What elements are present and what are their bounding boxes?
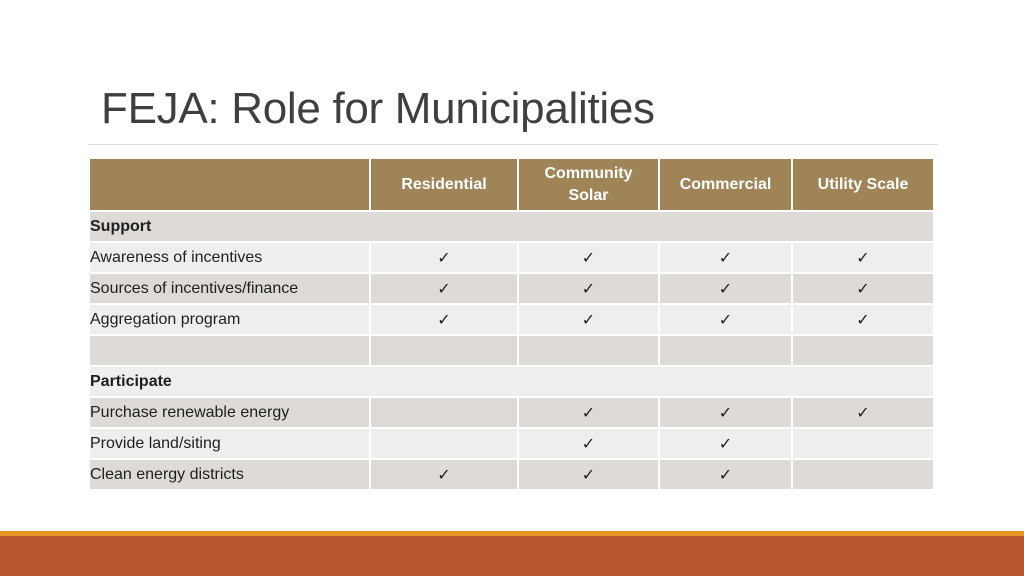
role-table: [88, 157, 935, 491]
check-mark-icon: ✓: [370, 304, 518, 335]
check-mark-icon: ✓: [370, 459, 518, 490]
column-header-utility-scale: Utility Scale: [792, 158, 934, 211]
title-divider: [88, 144, 938, 145]
check-mark-icon: ✓: [370, 242, 518, 273]
table-row: [89, 273, 934, 304]
check-mark-icon: ✓: [518, 304, 659, 335]
column-header-community-solar-text: Community Solar: [544, 164, 633, 204]
check-mark-icon: ✓: [792, 304, 934, 335]
row-label: Sources of incentives/finance: [89, 273, 370, 304]
check-mark-icon: ✓: [659, 397, 792, 428]
check-mark-icon: ✓: [518, 459, 659, 490]
check-mark-icon: ✓: [518, 242, 659, 273]
check-mark-icon: ✓: [370, 273, 518, 304]
check-mark-icon: ✓: [792, 273, 934, 304]
row-label: Provide land/siting: [89, 428, 370, 459]
check-mark-icon: ✓: [659, 242, 792, 273]
row-label: Purchase renewable energy: [89, 397, 370, 428]
column-header-community-solar: [518, 158, 659, 211]
table-row: [89, 304, 934, 335]
check-mark-icon: ✓: [518, 273, 659, 304]
table-header-row: [89, 158, 934, 211]
empty-cell: [792, 335, 934, 366]
column-header-residential: Residential: [370, 158, 518, 211]
section-row: [89, 366, 934, 397]
empty-cell: [518, 335, 659, 366]
row-label: Awareness of incentives: [89, 242, 370, 273]
empty-cell: [370, 428, 518, 459]
empty-cell: [659, 335, 792, 366]
table-row: [89, 397, 934, 428]
section-row: [89, 211, 934, 242]
empty-cell: [89, 335, 370, 366]
check-mark-icon: ✓: [659, 273, 792, 304]
empty-cell: [370, 397, 518, 428]
check-mark-icon: ✓: [518, 397, 659, 428]
check-mark-icon: ✓: [518, 428, 659, 459]
column-header-commercial: Commercial: [659, 158, 792, 211]
section-heading: Participate: [89, 366, 934, 397]
check-mark-icon: ✓: [659, 459, 792, 490]
check-mark-icon: ✓: [792, 397, 934, 428]
check-mark-icon: ✓: [792, 242, 934, 273]
table-row: [89, 459, 934, 490]
section-heading: Support: [89, 211, 934, 242]
check-mark-icon: ✓: [659, 304, 792, 335]
footer-band: [0, 536, 1024, 576]
row-label: Aggregation program: [89, 304, 370, 335]
check-mark-icon: ✓: [659, 428, 792, 459]
header-empty-cell: [89, 158, 370, 211]
slide-title: FEJA: Role for Municipalities: [101, 84, 655, 133]
table-row: [89, 242, 934, 273]
spacer-row: [89, 335, 934, 366]
empty-cell: [370, 335, 518, 366]
row-label: Clean energy districts: [89, 459, 370, 490]
empty-cell: [792, 459, 934, 490]
empty-cell: [792, 428, 934, 459]
table-row: [89, 428, 934, 459]
